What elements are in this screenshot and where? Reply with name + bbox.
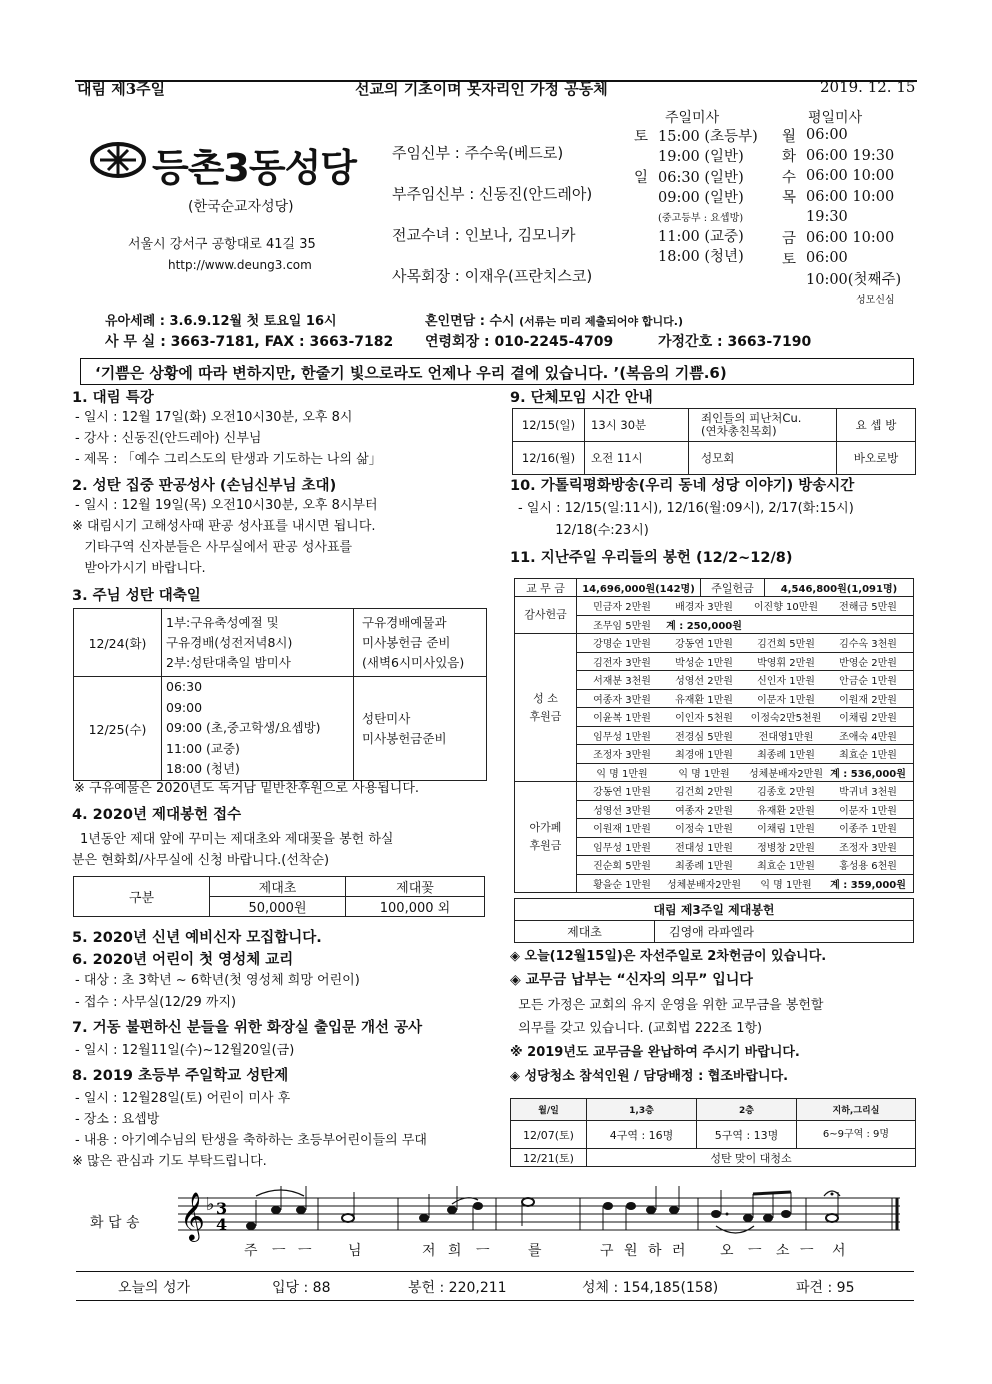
donor-entry: 최효순 1만원 [839,750,897,762]
mass-row [782,207,922,228]
mass-row [634,207,784,225]
donor-cell [577,671,914,690]
text-line: - 강사 : 신동진(안드레아) 신부님 [75,431,262,446]
cell: 12/07(토) [511,1121,587,1149]
mass-row [782,125,922,146]
weekday-mass-title: 평일미사 [808,110,863,126]
section-title: 5. 2020년 신년 예비신자 모집합니다. [72,930,322,946]
cell: 12/15(일) [513,409,585,442]
marriage-info: 혼인면담 : 수시 (서류는 미리 제출되어야 합니다.) [425,314,683,329]
section-title: 6. 2020년 어린이 첫 영성체 교리 [72,952,294,968]
note-cell: 구유경배예물과 미사봉헌금 준비 (새벽6시미사있음) [354,609,487,677]
lyric-syllable: 구 [600,1243,614,1259]
header-cell: 4,546,800원(1,091명) [765,579,914,597]
donor-entry: 임무성 1만원 [593,842,651,854]
cell: 성탄 맞이 대청소 [587,1149,916,1167]
donor-entry: 황을순 1만원 [593,879,651,891]
mass-row [634,166,784,187]
donor-entry: 민금자 2만원 [593,602,651,614]
mass-time: 06:00 [806,127,848,144]
lyric-syllable: 오 [720,1243,734,1259]
lyric-syllable: 주 [244,1243,258,1259]
section-1 [72,386,492,470]
mass-time: 06:00 10:00 [806,229,895,246]
staff-list [392,142,632,286]
donor-entry: 홍성용 6천원 [839,861,897,873]
svg-text:𝄞: 𝄞 [180,1191,205,1240]
group-label: 감사헌금 [515,597,577,634]
url-text: http://www.deung3.com [168,258,312,272]
donor-cell [577,819,914,838]
donor-entry: 여종자 2만원 [675,805,733,817]
parish-name: 등촌3동성당 [152,146,356,190]
cell: 4구역 : 16명 [587,1121,697,1149]
donor-cell [577,689,914,708]
hymn-title: 오늘의 성가 [118,1280,191,1296]
mass-row [782,146,922,167]
cleaning-table [510,1098,916,1167]
quote-box [80,358,914,385]
cell: 성모회 [689,442,837,475]
donor-entry: 최종례 1만원 [675,861,733,873]
section-title: 2. 성탄 집중 판공성사 (손님신부님 초대) [72,478,337,494]
mass-time: 06:00 19:30 [806,147,895,164]
sunday-mass-list [634,125,784,266]
mass-day: 수 [782,169,797,186]
donor-entry: 임무성 1만원 [593,731,651,743]
mass-time: 06:00 [806,250,848,267]
section-title: 3. 주님 성탄 대축일 [72,588,201,604]
cell: 12/21(토) [511,1149,587,1167]
date-cell: 12/25(수) [74,677,162,781]
cell: 5구역 : 13명 [697,1121,797,1149]
donor-entry: 이진향 10만원 [753,602,819,614]
cell: 죄인들의 피난처Cu. (연차총친목회) [689,409,837,442]
group-meeting-table [512,408,916,475]
music-staff [176,1186,906,1246]
staff-name: 주수욱(베드로) [464,144,564,162]
donor-entry [827,617,909,632]
baptism-info: 유아세례 : 3.6.9.12월 첫 토요일 16시 [105,314,337,329]
section-title: 7. 거동 불편하신 분들을 위한 화장실 출입문 개선 공사 [72,1020,423,1036]
offering-row [515,782,914,801]
staff-role: 부주임신부 [392,185,465,203]
mass-row [782,187,922,208]
hymn-offertory: 봉헌 : 220,211 [408,1280,507,1296]
weekday-mass-list [782,125,922,307]
donor-entry: 이원재 1만원 [593,824,651,836]
donor-entry: 이정숙 1만원 [675,824,733,836]
staff-row: 부주임신부 : 신동진(안드레아) [392,185,593,203]
mass-time: 06:30 (일반) [658,169,744,186]
donor-entry: 이윤복 1만원 [593,713,651,725]
donor-entry: 이문자 1만원 [757,694,815,706]
donor-entry: 박영휘 2만원 [757,657,815,669]
donor-cell [577,856,914,875]
donor-entry: 반영순 2만원 [839,657,897,669]
donor-entry: 계 : 536,000원 [830,768,906,780]
donor-cell [577,800,914,819]
donor-entry: 박귀녀 3천원 [839,787,897,799]
parish-subtitle: (한국순교자성당) [188,199,294,215]
donor-entry: 성체분배자2만원 [667,879,741,891]
mass-time: 19:00 (일반) [658,149,744,166]
donor-entry: 성영선 2만원 [675,676,733,688]
text-line: - 일시 : 12월 17일(화) 오전10시30분, 오후 8시 [75,410,353,425]
staff-role: 사목회장 [392,267,450,285]
text-line: 분은 현화회/사무실에 신청 바랍니다.(선착순) [72,853,330,868]
lyric-syllable: ㅡ [748,1243,762,1259]
header-cell: 교 무 금 [515,579,577,597]
staff-row: 전교수녀 : 인보나, 김모니카 [392,226,576,244]
lyric-syllable: 하 [648,1243,662,1259]
text-line: - 접수 : 사무실(12/29 까지) [75,995,237,1010]
donor-entry: 강동연 1만원 [675,639,733,651]
cell: 오전 11시 [585,442,689,475]
staff-role: 주임신부 [392,144,450,162]
header-cell: 제대꽃 [346,877,485,897]
sunday-mass-title: 주일미사 [665,110,720,126]
text-line: ※ 대림시기 고해성사때 판공 성사표를 내시면 됩니다. [72,519,376,534]
header-cell: 1,3층 [587,1099,697,1121]
cell: 12/16(월) [513,442,585,475]
funeral-phone: 연령회장 : 010-2245-4709 [425,334,614,350]
mass-row [634,146,784,167]
donor-entry: 정병창 2만원 [757,842,815,854]
section-2 [72,474,492,579]
value-cell: 100,000 외 [346,897,485,917]
donor-entry: 이인자 5천원 [675,713,733,725]
psalm-label: 화 답 송 [90,1215,140,1231]
lyric-syllable: 를 [528,1243,542,1259]
mass-day: 목 [782,190,797,207]
lyric-syllable: 님 [348,1243,362,1259]
hymn-recessional: 파견 : 95 [796,1280,855,1296]
value-cell: 50,000원 [210,897,346,917]
text-line: ※ 많은 관심과 기도 부탁드립니다. [72,1154,267,1169]
donor-entry: 강동연 1만원 [593,787,651,799]
donor-entry: 이채림 2만원 [839,713,897,725]
mass-row [634,125,784,146]
text-line: - 일시 : 12월 19일(목) 오전10시30분, 오후 8시부터 [75,498,378,513]
donor-entry: 이채림 1만원 [757,824,815,836]
text-line: - 내용 : 아기예수님의 탄생을 축하하는 초등부어린이들의 무대 [75,1133,427,1148]
lyric-syllable: 희 [448,1243,462,1259]
lyric-syllable: 원 [624,1243,638,1259]
mass-row [634,187,784,208]
donor-entry: 전대영1만원 [758,731,814,743]
office-phone: 사 무 실 : 3663-7181, FAX : 3663-7182 [105,334,394,350]
donor-cell [577,782,914,801]
text-line: 기타구역 신자분들은 사무실에서 판공 성사표를 [72,540,353,555]
text-line: - 제목 : 「예수 그리스도의 탄생과 기도하는 나의 삶」 [75,452,382,467]
donor-entry: 여종자 3만원 [593,694,651,706]
donor-entry: 조정자 3만원 [839,842,897,854]
donor-entry: 김종호 2만원 [757,787,815,799]
header-left: 대림 제3주일 [77,80,166,98]
donor-entry: 유재환 1만원 [675,694,733,706]
cell: 바오로방 [837,442,916,475]
lyric-syllable: ㅡ [476,1243,490,1259]
section-title: 1. 대림 특강 [72,390,154,406]
lyric-syllable: ㅡ [298,1243,312,1259]
donor-entry: 전경심 5만원 [675,731,733,743]
note-cell: 성탄미사 미사봉헌금준비 [354,677,487,781]
info-row-1 [105,310,337,329]
donor-entry: 성영선 3만원 [593,805,651,817]
donor-entry: 신인자 1만원 [757,676,815,688]
notice-line: ◈ 성당청소 참석인원 / 담당배정 : 협조바랍니다. [510,1069,789,1084]
altar-label: 제대초 [515,921,655,943]
mass-time: 성모신심 [856,294,895,306]
mass-day: 토 [634,128,649,145]
donor-entry: 조무임 5만원 [593,620,651,632]
mass-row [782,269,922,290]
donor-entry: 조애숙 4만원 [839,731,897,743]
offering-table [514,578,914,893]
mass-day: 월 [782,128,797,145]
donor-entry: 익 명 1만원 [678,768,730,780]
text-line: - 일시 : 12월28일(토) 어린이 미사 후 [75,1091,291,1106]
cell: 6~9구역 : 9명 [797,1121,916,1149]
section-title: 11. 지난주일 우리들의 봉헌 (12/2~12/8) [510,550,793,566]
mass-day: 일 [634,169,649,186]
donor-cell [577,615,914,634]
donor-entry: 이정숙2만5천원 [750,713,822,725]
donor-cell [577,708,914,727]
parish-address: 서울시 강서구 공항대로 41길 35 [128,237,316,252]
staff-name: 인보나, 김모니카 [464,226,576,244]
donor-entry: 계 : 250,000원 [666,620,742,632]
donor-entry: 김수옥 3천원 [839,639,897,651]
donor-entry: 김건희 5만원 [757,639,815,651]
mass-time: 09:00 (일반) [658,190,744,207]
items-cell: 06:30 09:00 09:00 (초,중고학생/요셉방) 11:00 (교중) 18:00 (청년) [162,677,354,781]
donor-entry: 서재분 3천원 [593,676,651,688]
header-cell: 월/일 [511,1099,587,1121]
lyric-syllable: 러 [672,1243,686,1259]
donor-entry: 최경애 1만원 [675,750,733,762]
section-title: 4. 2020년 제대봉헌 접수 [72,807,242,823]
psalm-lyrics [176,1240,906,1260]
text-line: - 장소 : 요셉방 [75,1112,160,1127]
mass-time: 10:00(첫째주) [806,272,902,289]
donor-entry: 김전자 3만원 [593,657,651,669]
notice-line: ◈ 교무금 납부는 “신자의 의무” 입니다 [510,972,753,988]
altar-box [514,898,914,943]
staff-name: 이재우(프란치스코) [464,267,593,285]
donor-entry: 익 명 1만원 [760,879,812,891]
notice-line: 의무를 갖고 있습니다. (교회법 222조 1항) [510,1021,763,1036]
mass-time: 19:30 [806,209,848,226]
donor-entry: 성체분배자2만원 [749,768,823,780]
donor-cell [577,745,914,764]
donor-entry: 배경자 3만원 [675,602,733,614]
mass-time: 06:00 10:00 [806,188,895,205]
text-line: 1년동안 제대 앞에 꾸미는 제대초와 제대꽃을 봉헌 하실 [80,832,394,847]
label-cell: 구분 [74,877,210,917]
section-title: 8. 2019 초등부 주일학교 성탄제 [72,1068,289,1084]
mass-day: 토 [782,251,797,268]
christmas-table [73,608,487,781]
header-center: 선교의 기초이며 못자리인 가정 공동체 [355,80,608,98]
lyric-syllable: 소 [776,1243,790,1259]
parish-logo-icon [90,140,146,184]
text-line: - 일시 : 12/15(일:11시), 12/16(월:09시), 2/17(화:15시) [518,501,854,516]
mass-time: 06:00 10:00 [806,168,895,185]
mass-row [782,289,922,307]
donor-entry: 전해금 5만원 [839,602,897,614]
svg-text:♭: ♭ [206,1194,215,1215]
donor-entry: 진순회 5만원 [593,861,651,873]
date-cell: 12/24(화) [74,609,162,677]
donor-cell [577,652,914,671]
header-cell: 주일헌금 [701,579,765,597]
text-line: 받아가시기 바랍니다. [72,561,206,576]
mass-time: 11:00 (교중) [658,228,744,245]
hymn-communion: 성체 : 154,185(158) [582,1280,719,1296]
staff-row: 주임신부 : 주수욱(베드로) [392,144,564,162]
mass-row [782,248,922,269]
header-cell: 14,696,000원(142명) [577,579,701,597]
donor-entry: 전대성 1만원 [675,842,733,854]
donor-cell [577,597,914,616]
section-title: 9. 단체모임 시간 안내 [510,390,653,406]
mass-day: 화 [782,149,797,166]
staff-name: 신동진(안드레아) [479,185,593,203]
notice-line: 모든 가정은 교회의 유지 운영을 위한 교무금을 봉헌할 [510,998,824,1013]
text-line: 12/18(수:23시) [518,523,649,538]
mass-time: (중고등부 : 요셉방) [658,212,744,224]
footnote: ※ 구유예물은 2020년도 독거남 밑반찬후원으로 사용됩니다. [74,781,420,796]
group-label: 아가페 후원금 [515,782,577,893]
offering-row [515,634,914,653]
altar-name: 김영애 라파엘라 [655,921,914,943]
cell: 13시 30분 [585,409,689,442]
text-line: - 일시 : 12월11일(수)~12월20일(금) [75,1043,295,1058]
items-cell: 1부:구유축성예절 및 구유경배(성전저녁8시) 2부:성탄대축일 밤미사 [162,609,354,677]
lyric-syllable: 서 [832,1243,846,1259]
cell: 요 셉 방 [837,409,916,442]
lyric-syllable: 저 [422,1243,436,1259]
mass-day: 금 [782,231,797,248]
donor-entry: 안금순 1만원 [839,676,897,688]
parish-url[interactable] [168,258,312,272]
svg-text:4: 4 [216,1215,228,1234]
quote-text: ‘기쁨은 상황에 따라 변하지만, 한줄기 빛으로라도 언제나 우리 곁에 있습니다. ’(복음의 기쁨.6) [95,364,727,382]
notice-line: ※ 2019년도 교무금을 완납하여 주시기 바랍니다. [510,1045,800,1060]
staff-row: 사목회장 : 이재우(프란치스코) [392,267,593,285]
mass-row [782,166,922,187]
donor-cell [577,726,914,745]
lyric-syllable: ㅡ [272,1243,286,1259]
donor-entry: 유재환 2만원 [757,805,815,817]
donor-cell [577,874,914,893]
donor-entry: 강명순 1만원 [593,639,651,651]
nursing-phone: 가정간호 : 3663-7190 [658,334,812,350]
header-date: 2019. 12. 15 [820,78,916,96]
group-label: 성 소 후원금 [515,634,577,782]
lyric-syllable: ㅡ [800,1243,814,1259]
mass-time: 18:00 (청년) [658,249,744,266]
donor-cell [577,837,914,856]
header-cell: 제대초 [210,877,346,897]
mass-row [634,225,784,246]
mass-time: 15:00 (초등부) [658,128,758,145]
donor-entry: 최종례 1만원 [757,750,815,762]
offering-row [515,597,914,616]
altar-offering-table [73,876,485,917]
notice-line: ◈ 오늘(12월15일)은 자선주일로 2차헌금이 있습니다. [510,949,827,964]
donor-entry: 최효순 1만원 [757,861,815,873]
donor-cell [577,763,914,782]
donor-entry: 김건희 2만원 [675,787,733,799]
altar-title: 대림 제3주일 제대봉헌 [515,899,914,921]
donor-entry: 조정자 3만원 [593,750,651,762]
header-cell: 2층 [697,1099,797,1121]
svg-text:3: 3 [216,1199,228,1218]
header-cell: 지하,그리실 [797,1099,916,1121]
donor-entry: 이종주 1만원 [839,824,897,836]
donor-cell [577,634,914,653]
donor-entry: 익 명 1만원 [596,768,648,780]
mass-row [634,246,784,267]
donor-entry: 이문자 1만원 [839,805,897,817]
staff-role: 전교수녀 [392,226,450,244]
hymn-entrance: 입당 : 88 [272,1280,331,1296]
donor-entry [745,617,827,632]
donor-entry: 계 : 359,000원 [830,879,906,891]
mass-row [782,228,922,249]
donor-entry: 이원재 2만원 [839,694,897,706]
donor-entry: 박성순 1만원 [675,657,733,669]
text-line: - 대상 : 초 3학년 ~ 6학년(첫 영성체 희망 어린이) [75,973,360,988]
section-title: 10. 가톨릭평화방송(우리 동네 성당 이야기) 방송시간 [510,478,855,494]
